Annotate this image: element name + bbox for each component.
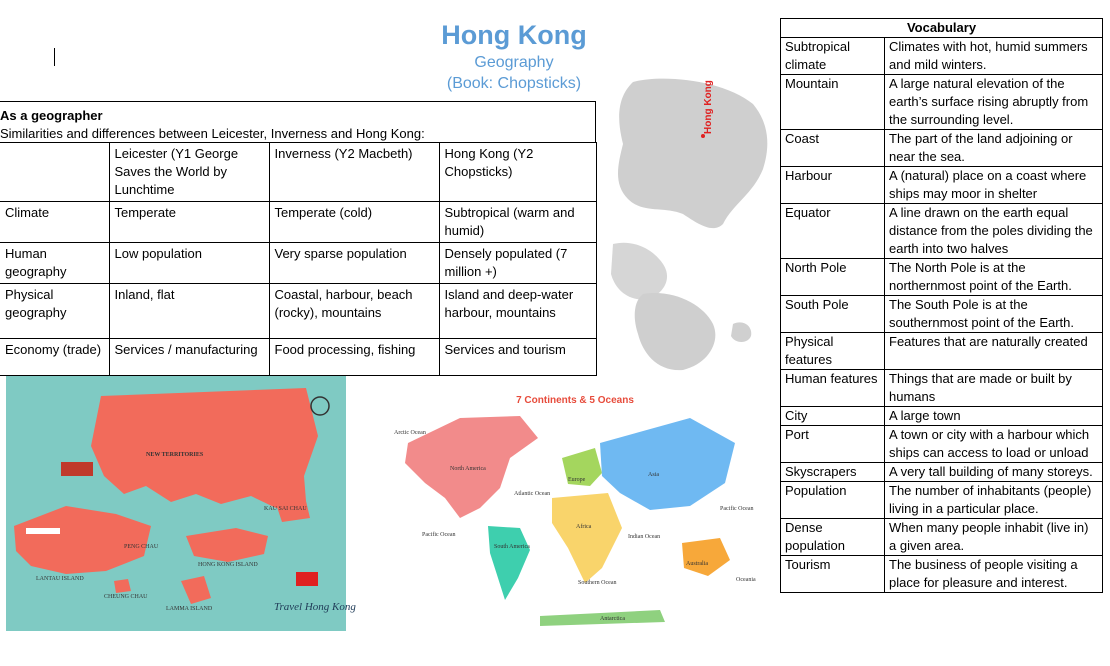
vocabulary-term: Population [781, 482, 885, 519]
vocabulary-definition: A town or city with a harbour which ships can access to load or unload [885, 426, 1103, 463]
africa-shape [552, 493, 622, 583]
comparison-table [0, 142, 597, 376]
vocabulary-body [781, 38, 1103, 593]
vocabulary-row [781, 407, 1103, 426]
travel-map-image [6, 376, 356, 631]
vocabulary-definition: A very tall building of many storeys. [885, 463, 1103, 482]
table-row [0, 339, 596, 376]
travel-map-cheung-chau [114, 579, 131, 593]
australia-shape [682, 538, 730, 576]
geographer-heading: As a geographer [0, 108, 103, 123]
vocabulary-definition: A large natural elevation of the earth’s surface rising abruptly from the surrounding level. [885, 75, 1103, 130]
label-pacific-ocean-east: Pacific Ocean [720, 506, 754, 512]
travel-map-mainland [91, 388, 318, 508]
vocabulary-definition: The North Pole is at the northernmost point of the Earth. [885, 259, 1103, 296]
label-indian-ocean: Indian Ocean [628, 534, 661, 540]
vocabulary-row [781, 167, 1103, 204]
label-hong-kong-island: HONG KONG ISLAND [198, 562, 258, 568]
table-header-cell [0, 143, 109, 202]
label-southern-ocean: Southern Ocean [578, 580, 617, 586]
table-cell: Low population [109, 243, 269, 284]
vocabulary-term: Subtropical climate [781, 38, 885, 75]
label-africa: Africa [576, 524, 592, 530]
vocabulary-row [781, 204, 1103, 259]
table-cell: Island and deep-water harbour, mountains [439, 284, 596, 339]
label-pacific-ocean-west: Pacific Ocean [422, 532, 456, 538]
vocabulary-definition: The number of inhabitants (people) living in a particular place. [885, 482, 1103, 519]
vocabulary-term: Dense population [781, 519, 885, 556]
row-label: Economy (trade) [0, 339, 109, 376]
vocabulary-definition: A (natural) place on a coast where ships may moor in shelter [885, 167, 1103, 204]
globe-landmass-mid [611, 243, 667, 300]
vocabulary-row [781, 259, 1103, 296]
vocabulary-row [781, 519, 1103, 556]
travel-hong-kong-logo: Travel Hong Kong [274, 601, 356, 613]
table-cell: Temperate [109, 202, 269, 243]
label-lamma-island: LAMMA ISLAND [166, 606, 213, 612]
vocabulary-definition: A line drawn on the earth equal distance from the poles dividing the earth into two halves [885, 204, 1103, 259]
row-label: Human geography [0, 243, 109, 284]
geographer-header [0, 101, 596, 142]
label-peng-chau: PENG CHAU [124, 544, 159, 550]
vocabulary-term: Skyscrapers [781, 463, 885, 482]
vocabulary-term: Equator [781, 204, 885, 259]
vocabulary-term: Tourism [781, 556, 885, 593]
south-america-shape [488, 526, 530, 600]
vocabulary-definition: A large town [885, 407, 1103, 426]
vocabulary-table [780, 18, 1103, 593]
title-block [400, 18, 628, 94]
label-cheung-chau: CHEUNG CHAU [104, 594, 148, 600]
table-cell: Densely populated (7 million +) [439, 243, 596, 284]
page-subject: Geography [474, 54, 554, 71]
label-arctic-ocean: Arctic Ocean [394, 430, 426, 436]
asia-shape [600, 418, 735, 510]
label-asia: Asia [648, 472, 659, 478]
table-cell: Very sparse population [269, 243, 439, 284]
label-north-america: North America [450, 466, 486, 472]
table-header-cell: Leicester (Y1 George Saves the World by Lunchtime [109, 143, 269, 202]
table-header-row [0, 143, 596, 202]
label-europe: Europe [568, 477, 586, 483]
label-oceania: Oceania [736, 577, 756, 583]
vocabulary-definition: The business of people visiting a place for pleasure and interest. [885, 556, 1103, 593]
vocabulary-row [781, 333, 1103, 370]
label-kau-sai-chau: KAU SAI CHAU [264, 506, 307, 512]
table-cell: Services and tourism [439, 339, 596, 376]
vocabulary-definition: The South Pole is at the southernmost point of the Earth. [885, 296, 1103, 333]
bus-icon [61, 462, 93, 476]
airplane-icon [26, 528, 60, 534]
vocabulary-row [781, 426, 1103, 463]
vocabulary-header-row [781, 19, 1103, 38]
table-cell: Services / manufacturing [109, 339, 269, 376]
vocabulary-row [781, 130, 1103, 167]
globe-island [731, 322, 751, 342]
table-row [0, 284, 596, 339]
vocabulary-row [781, 370, 1103, 407]
vocabulary-term: Physical features [781, 333, 885, 370]
globe-landmass-north [618, 79, 767, 228]
vocabulary-term: Coast [781, 130, 885, 167]
table-cell: Subtropical (warm and humid) [439, 202, 596, 243]
geographer-subheading: Similarities and differences between Leicester, Inverness and Hong Kong: [0, 126, 425, 141]
table-cell: Inland, flat [109, 284, 269, 339]
table-row [0, 202, 596, 243]
vocabulary-definition: When many people inhabit (live in) a given area. [885, 519, 1103, 556]
table-cell: Temperate (cold) [269, 202, 439, 243]
vocabulary-term: Port [781, 426, 885, 463]
vocabulary-row [781, 482, 1103, 519]
vocabulary-row [781, 296, 1103, 333]
label-antarctica: Antarctica [600, 616, 625, 622]
vocabulary-row [781, 556, 1103, 593]
text-cursor [54, 48, 55, 66]
label-australia: Australia [686, 561, 708, 567]
vocabulary-definition: Features that are naturally created [885, 333, 1103, 370]
row-label: Climate [0, 202, 109, 243]
globe-map-image [603, 74, 775, 374]
vocabulary-row [781, 38, 1103, 75]
vocabulary-definition: Climates with hot, humid summers and mild winters. [885, 38, 1103, 75]
vocabulary-term: Harbour [781, 167, 885, 204]
vocabulary-term: North Pole [781, 259, 885, 296]
vocabulary-heading: Vocabulary [781, 19, 1103, 38]
vocabulary-row [781, 75, 1103, 130]
table-cell: Food processing, fishing [269, 339, 439, 376]
row-label: Physical geography [0, 284, 109, 339]
label-atlantic-ocean: Atlantic Ocean [514, 491, 551, 497]
vocabulary-definition: The part of the land adjoining or near the sea. [885, 130, 1103, 167]
continents-map-image [390, 388, 765, 630]
label-south-america: South America [494, 544, 530, 550]
table-cell: Coastal, harbour, beach (rocky), mountains [269, 284, 439, 339]
continents-map-title: 7 Continents & 5 Oceans [516, 395, 634, 406]
globe-hong-kong-label: Hong Kong [703, 80, 714, 134]
vocabulary-term: Human features [781, 370, 885, 407]
page-book: (Book: Chopsticks) [446, 75, 582, 92]
vocabulary-term: City [781, 407, 885, 426]
vocabulary-term: Mountain [781, 75, 885, 130]
table-header-cell: Hong Kong (Y2 Chopsticks) [439, 143, 596, 202]
flag-icon [296, 572, 318, 586]
label-new-territories: NEW TERRITORIES [146, 452, 204, 458]
page-title: Hong Kong [441, 20, 587, 50]
vocabulary-definition: Things that are made or built by humans [885, 370, 1103, 407]
globe-landmass-south [635, 293, 716, 370]
table-row [0, 243, 596, 284]
table-header-cell: Inverness (Y2 Macbeth) [269, 143, 439, 202]
vocabulary-term: South Pole [781, 296, 885, 333]
vocabulary-row [781, 463, 1103, 482]
label-lantau-island: LANTAU ISLAND [36, 576, 84, 582]
